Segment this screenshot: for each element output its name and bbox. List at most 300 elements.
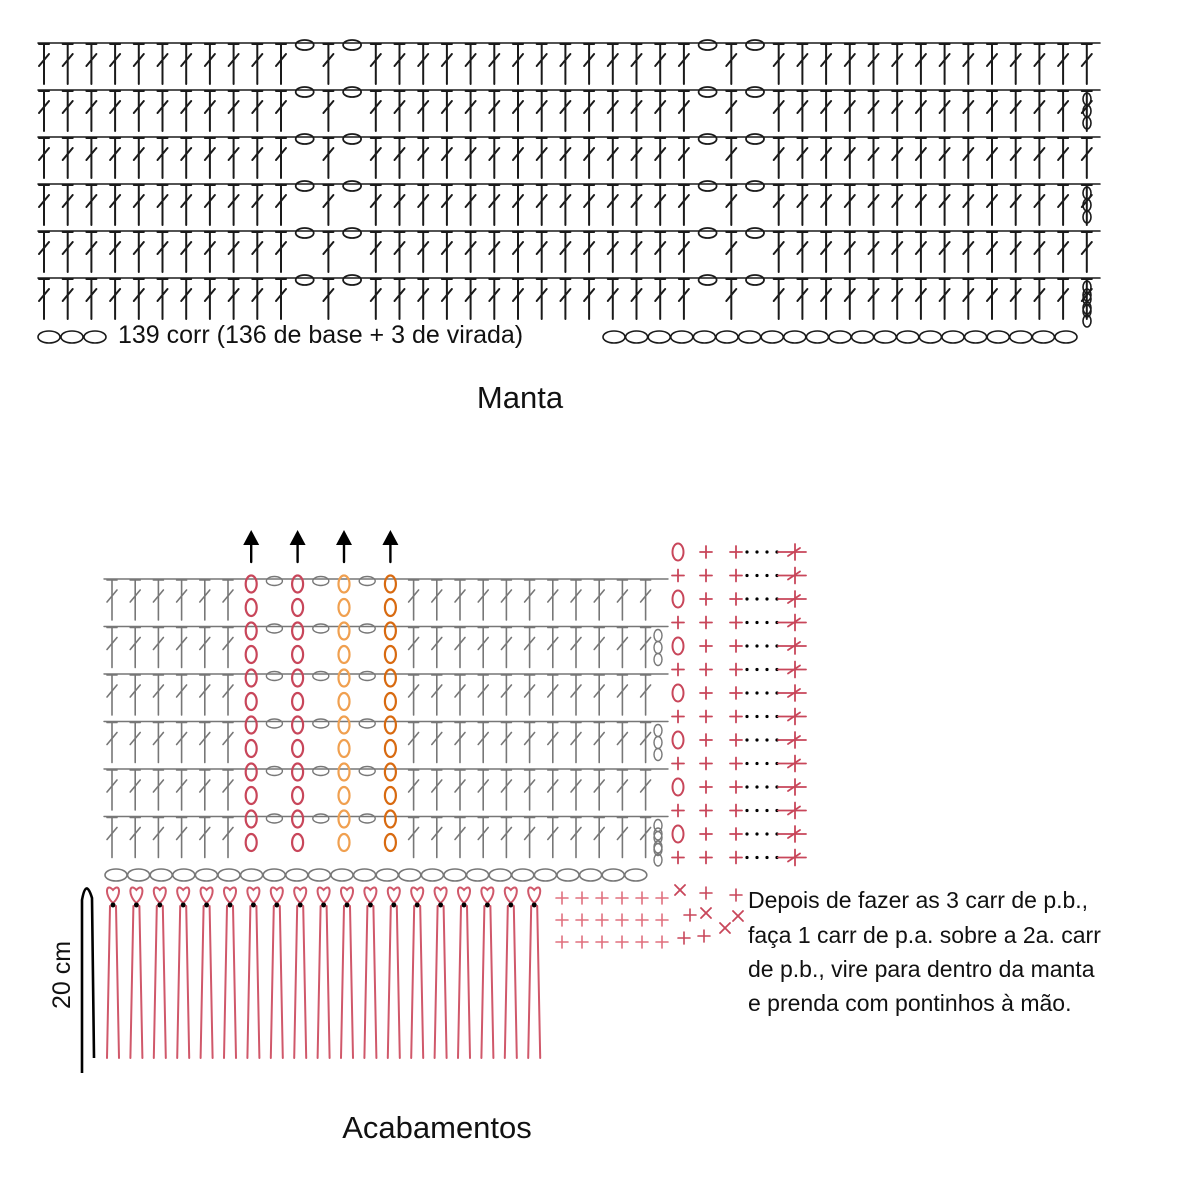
half-dc-stitch (778, 709, 806, 725)
half-dc-stitch (778, 544, 806, 560)
surface-chain (339, 646, 350, 663)
double-crochet-stitch (252, 279, 262, 319)
double-crochet-stitch (679, 44, 689, 84)
fringe-knot (247, 887, 259, 903)
dot (765, 856, 768, 859)
double-crochet-stitch (395, 185, 405, 225)
double-crochet-stitch (177, 628, 187, 668)
double-crochet-stitch (418, 44, 428, 84)
chain-stitch (746, 87, 764, 97)
base-chain (354, 869, 376, 881)
single-crochet-stitch (672, 570, 684, 582)
double-crochet-stitch (107, 580, 117, 620)
double-crochet-stitch (229, 185, 239, 225)
double-crochet-stitch (584, 91, 594, 131)
double-crochet-stitch (200, 675, 210, 715)
double-crochet-stitch (513, 91, 523, 131)
double-crochet-stitch (489, 232, 499, 272)
double-crochet-stitch (1082, 44, 1092, 84)
double-crochet-stitch (134, 232, 144, 272)
single-crochet-stitch (700, 664, 712, 676)
double-crochet-stitch (632, 44, 642, 84)
surface-chain (385, 764, 396, 781)
single-crochet-stitch (636, 892, 648, 904)
double-crochet-stitch (537, 279, 547, 319)
double-crochet-stitch (617, 723, 627, 763)
chain-stitch (359, 767, 375, 776)
single-crochet-stitch (730, 711, 742, 723)
fringe-strand (271, 906, 274, 1058)
double-crochet-stitch (537, 44, 547, 84)
double-crochet-stitch (726, 279, 736, 319)
surface-chain (292, 646, 303, 663)
surface-chain (292, 623, 303, 640)
fringe-strand (256, 906, 259, 1058)
turning-chain (654, 737, 662, 749)
single-crochet-stitch (700, 593, 712, 605)
chain-stitch (296, 228, 314, 238)
single-crochet-stitch (700, 734, 712, 746)
fringe-bead (462, 903, 467, 908)
surface-chain (339, 670, 350, 687)
surface-chain (339, 717, 350, 734)
dot (755, 668, 758, 671)
double-crochet-stitch (963, 185, 973, 225)
fringe-bead (181, 903, 186, 908)
double-crochet-stitch (679, 232, 689, 272)
fringe-strand (341, 906, 344, 1058)
double-crochet-stitch (892, 279, 902, 319)
fringe-strand (505, 906, 508, 1058)
fringe-bead (204, 903, 209, 908)
double-crochet-stitch (963, 138, 973, 178)
dot (755, 785, 758, 788)
double-crochet-stitch (869, 185, 879, 225)
double-crochet-stitch (130, 675, 140, 715)
surface-chain (385, 576, 396, 593)
single-crochet-stitch (730, 734, 742, 746)
double-crochet-stitch (821, 185, 831, 225)
base-chain (84, 331, 106, 343)
dot (745, 785, 748, 788)
surface-chain (292, 764, 303, 781)
fringe-strand (490, 906, 493, 1058)
dot (765, 597, 768, 600)
double-crochet-stitch (869, 232, 879, 272)
double-crochet-stitch (409, 818, 419, 858)
double-crochet-stitch (418, 232, 428, 272)
base-chain (806, 331, 828, 343)
dot (755, 550, 758, 553)
double-crochet-stitch (655, 232, 665, 272)
chain-stitch (266, 719, 282, 728)
fringe-strand (481, 906, 484, 1058)
double-crochet-stitch (560, 44, 570, 84)
base-chain (308, 869, 330, 881)
double-crochet-stitch (130, 580, 140, 620)
chain-stitch (343, 87, 361, 97)
fringe-strand (388, 906, 391, 1058)
double-crochet-stitch (1034, 279, 1044, 319)
chain-stitch (313, 624, 329, 633)
single-crochet-stitch (616, 892, 628, 904)
single-crochet-stitch (616, 936, 628, 948)
slip-cross-stitch (733, 911, 743, 921)
double-crochet-stitch (86, 44, 96, 84)
double-crochet-stitch (987, 44, 997, 84)
base-chain (1032, 331, 1054, 343)
double-crochet-stitch (869, 91, 879, 131)
double-crochet-stitch (455, 770, 465, 810)
surface-chain (292, 740, 303, 757)
border-chain (673, 638, 684, 655)
half-dc-stitch (778, 685, 806, 701)
base-chain (602, 869, 624, 881)
single-crochet-stitch (700, 617, 712, 629)
fringe-knot (154, 887, 166, 903)
half-dc-stitch (778, 779, 806, 795)
fringe-knot (481, 887, 493, 903)
surface-chain (292, 834, 303, 851)
fringe-bead (532, 903, 537, 908)
single-crochet-stitch (700, 828, 712, 840)
double-crochet-stitch (940, 279, 950, 319)
half-dc-stitch (778, 591, 806, 607)
double-crochet-stitch (560, 232, 570, 272)
double-crochet-stitch (229, 91, 239, 131)
dot (755, 715, 758, 718)
double-crochet-stitch (501, 770, 511, 810)
fringe-strand (458, 906, 461, 1058)
double-crochet-stitch (107, 818, 117, 858)
double-crochet-stitch (418, 91, 428, 131)
single-crochet-stitch (700, 570, 712, 582)
double-crochet-stitch (916, 91, 926, 131)
chain-stitch (343, 134, 361, 144)
base-chain (534, 869, 556, 881)
chain-stitch (343, 275, 361, 285)
double-crochet-stitch (679, 185, 689, 225)
chain-stitch (313, 577, 329, 586)
double-crochet-stitch (323, 138, 333, 178)
dot (765, 785, 768, 788)
dot (755, 597, 758, 600)
double-crochet-stitch (181, 185, 191, 225)
single-crochet-stitch (730, 664, 742, 676)
dot (745, 644, 748, 647)
fringe-length-label: 20 cm (48, 940, 76, 1010)
surface-chain (339, 834, 350, 851)
single-crochet-stitch (700, 687, 712, 699)
arrow-head (290, 530, 306, 545)
double-crochet-stitch (1058, 185, 1068, 225)
note-line: de p.b., vire para dentro da manta (748, 956, 1095, 982)
half-dc-stitch (778, 662, 806, 678)
single-crochet-stitch (672, 758, 684, 770)
fringe-bead (111, 903, 116, 908)
double-crochet-stitch (821, 279, 831, 319)
double-crochet-stitch (940, 138, 950, 178)
double-crochet-stitch (584, 232, 594, 272)
double-crochet-stitch (797, 138, 807, 178)
double-crochet-stitch (107, 675, 117, 715)
double-crochet-stitch (845, 232, 855, 272)
double-crochet-stitch (130, 723, 140, 763)
double-crochet-stitch (608, 232, 618, 272)
chain-stitch (266, 624, 282, 633)
border-chain (673, 826, 684, 843)
double-crochet-stitch (432, 675, 442, 715)
double-crochet-stitch (617, 818, 627, 858)
fringe-strand (210, 906, 213, 1058)
chain-stitch (266, 767, 282, 776)
chain-stitch (746, 181, 764, 191)
double-crochet-stitch (455, 818, 465, 858)
double-crochet-stitch (158, 44, 168, 84)
fringe-strand (177, 906, 180, 1058)
base-chain (942, 331, 964, 343)
double-crochet-stitch (916, 138, 926, 178)
surface-chain (339, 811, 350, 828)
chain-stitch (296, 40, 314, 50)
surface-chain (246, 717, 257, 734)
single-crochet-stitch (698, 930, 710, 942)
chain-stitch (266, 672, 282, 681)
single-crochet-stitch (730, 593, 742, 605)
single-crochet-stitch (678, 932, 690, 944)
double-crochet-stitch (158, 279, 168, 319)
half-dc-stitch (778, 638, 806, 654)
half-dc-stitch (778, 850, 806, 866)
base-chain (919, 331, 941, 343)
double-crochet-stitch (223, 580, 233, 620)
double-crochet-stitch (478, 628, 488, 668)
double-crochet-stitch (1034, 44, 1044, 84)
double-crochet-stitch (86, 138, 96, 178)
double-crochet-stitch (229, 138, 239, 178)
surface-chain (292, 787, 303, 804)
double-crochet-stitch (442, 185, 452, 225)
surface-chain (385, 623, 396, 640)
double-crochet-stitch (608, 91, 618, 131)
half-dc-stitch (778, 803, 806, 819)
double-crochet-stitch (371, 185, 381, 225)
dot (745, 691, 748, 694)
fringe-knot (130, 887, 142, 903)
dot (755, 738, 758, 741)
fringe-knot (201, 887, 213, 903)
base-chain (467, 869, 489, 881)
single-crochet-stitch (576, 892, 588, 904)
double-crochet-stitch (537, 91, 547, 131)
double-crochet-stitch (869, 44, 879, 84)
double-crochet-stitch (395, 138, 405, 178)
chain-stitch (699, 40, 717, 50)
double-crochet-stitch (869, 138, 879, 178)
single-crochet-stitch (636, 914, 648, 926)
double-crochet-stitch (409, 580, 419, 620)
fringe-knot (411, 887, 423, 903)
fringe-strand (318, 906, 321, 1058)
double-crochet-stitch (1011, 279, 1021, 319)
double-crochet-stitch (418, 279, 428, 319)
double-crochet-stitch (466, 279, 476, 319)
surface-chain (385, 646, 396, 663)
single-crochet-stitch (556, 892, 568, 904)
surface-chain (339, 599, 350, 616)
double-crochet-stitch (963, 279, 973, 319)
chain-stitch (313, 672, 329, 681)
surface-chain (339, 623, 350, 640)
double-crochet-stitch (200, 580, 210, 620)
border-chain (673, 591, 684, 608)
double-crochet-stitch (107, 770, 117, 810)
double-crochet-stitch (153, 818, 163, 858)
double-crochet-stitch (940, 232, 950, 272)
border-chain (673, 779, 684, 796)
double-crochet-stitch (797, 232, 807, 272)
double-crochet-stitch (641, 628, 651, 668)
double-crochet-stitch (130, 818, 140, 858)
double-crochet-stitch (571, 628, 581, 668)
fringe-strand (528, 906, 531, 1058)
double-crochet-stitch (1011, 44, 1021, 84)
dot (755, 809, 758, 812)
double-crochet-stitch (869, 279, 879, 319)
double-crochet-stitch (39, 91, 49, 131)
manta-title: Manta (476, 380, 564, 415)
fringe-strand (294, 906, 297, 1058)
double-crochet-stitch (252, 91, 262, 131)
double-crochet-stitch (86, 91, 96, 131)
double-crochet-stitch (63, 138, 73, 178)
half-dc-stitch (778, 756, 806, 772)
double-crochet-stitch (916, 232, 926, 272)
double-crochet-stitch (525, 723, 535, 763)
double-crochet-stitch (1011, 232, 1021, 272)
double-crochet-stitch (63, 44, 73, 84)
double-crochet-stitch (655, 91, 665, 131)
double-crochet-stitch (276, 138, 286, 178)
fringe-strand (107, 906, 110, 1058)
half-dc-stitch (778, 826, 806, 842)
chain-stitch (699, 181, 717, 191)
double-crochet-stitch (371, 91, 381, 131)
chain-stitch (746, 228, 764, 238)
dot (745, 621, 748, 624)
fringe-knot (177, 887, 189, 903)
fringe-bead (391, 903, 396, 908)
surface-chain (292, 693, 303, 710)
double-crochet-stitch (797, 185, 807, 225)
base-chain (784, 331, 806, 343)
double-crochet-stitch (323, 44, 333, 84)
surface-chain (292, 811, 303, 828)
double-crochet-stitch (560, 185, 570, 225)
double-crochet-stitch (513, 185, 523, 225)
double-crochet-stitch (501, 628, 511, 668)
dot (755, 574, 758, 577)
double-crochet-stitch (560, 279, 570, 319)
double-crochet-stitch (395, 44, 405, 84)
chain-stitch (296, 87, 314, 97)
chain-stitch (746, 134, 764, 144)
dot (755, 621, 758, 624)
double-crochet-stitch (466, 91, 476, 131)
fringe-strand (537, 906, 540, 1058)
double-crochet-stitch (726, 44, 736, 84)
double-crochet-stitch (501, 675, 511, 715)
double-crochet-stitch (63, 232, 73, 272)
slip-cross-stitch (701, 908, 711, 918)
double-crochet-stitch (371, 44, 381, 84)
double-crochet-stitch (916, 185, 926, 225)
double-crochet-stitch (584, 185, 594, 225)
note-line: faça 1 carr de p.a. sobre a 2a. carr (748, 922, 1101, 948)
double-crochet-stitch (571, 770, 581, 810)
surface-chain (385, 717, 396, 734)
double-crochet-stitch (134, 279, 144, 319)
fringe-knot (341, 887, 353, 903)
fringe-knot (318, 887, 330, 903)
double-crochet-stitch (1011, 138, 1021, 178)
single-crochet-stitch (596, 936, 608, 948)
base-chain (626, 331, 648, 343)
chain-stitch (343, 228, 361, 238)
single-crochet-stitch (656, 914, 668, 926)
single-crochet-stitch (700, 887, 712, 899)
double-crochet-stitch (525, 818, 535, 858)
double-crochet-stitch (86, 279, 96, 319)
fringe-bead (134, 903, 139, 908)
turning-chain (654, 725, 662, 737)
double-crochet-stitch (1082, 232, 1092, 272)
double-crochet-stitch (371, 279, 381, 319)
double-crochet-stitch (940, 91, 950, 131)
double-crochet-stitch (63, 91, 73, 131)
base-chain (105, 869, 127, 881)
manta-chart (38, 40, 1100, 343)
base-chain (897, 331, 919, 343)
double-crochet-stitch (617, 770, 627, 810)
double-crochet-stitch (513, 44, 523, 84)
double-crochet-stitch (892, 91, 902, 131)
double-crochet-stitch (845, 279, 855, 319)
double-crochet-stitch (466, 185, 476, 225)
fringe-bead (415, 903, 420, 908)
double-crochet-stitch (466, 232, 476, 272)
manta-base-chain-label: 139 corr (136 de base + 3 de virada) (118, 321, 524, 349)
single-crochet-stitch (556, 936, 568, 948)
base-chain (331, 869, 353, 881)
double-crochet-stitch (513, 279, 523, 319)
double-crochet-stitch (229, 279, 239, 319)
double-crochet-stitch (478, 818, 488, 858)
fringe-bead (157, 903, 162, 908)
double-crochet-stitch (455, 580, 465, 620)
fringe-bead (298, 903, 303, 908)
double-crochet-stitch (594, 628, 604, 668)
double-crochet-stitch (86, 232, 96, 272)
double-crochet-stitch (418, 138, 428, 178)
dot (745, 715, 748, 718)
double-crochet-stitch (39, 44, 49, 84)
fringe-strand (116, 906, 119, 1058)
double-crochet-stitch (537, 185, 547, 225)
chain-stitch (343, 40, 361, 50)
chain-stitch (359, 814, 375, 823)
single-crochet-stitch (700, 758, 712, 770)
